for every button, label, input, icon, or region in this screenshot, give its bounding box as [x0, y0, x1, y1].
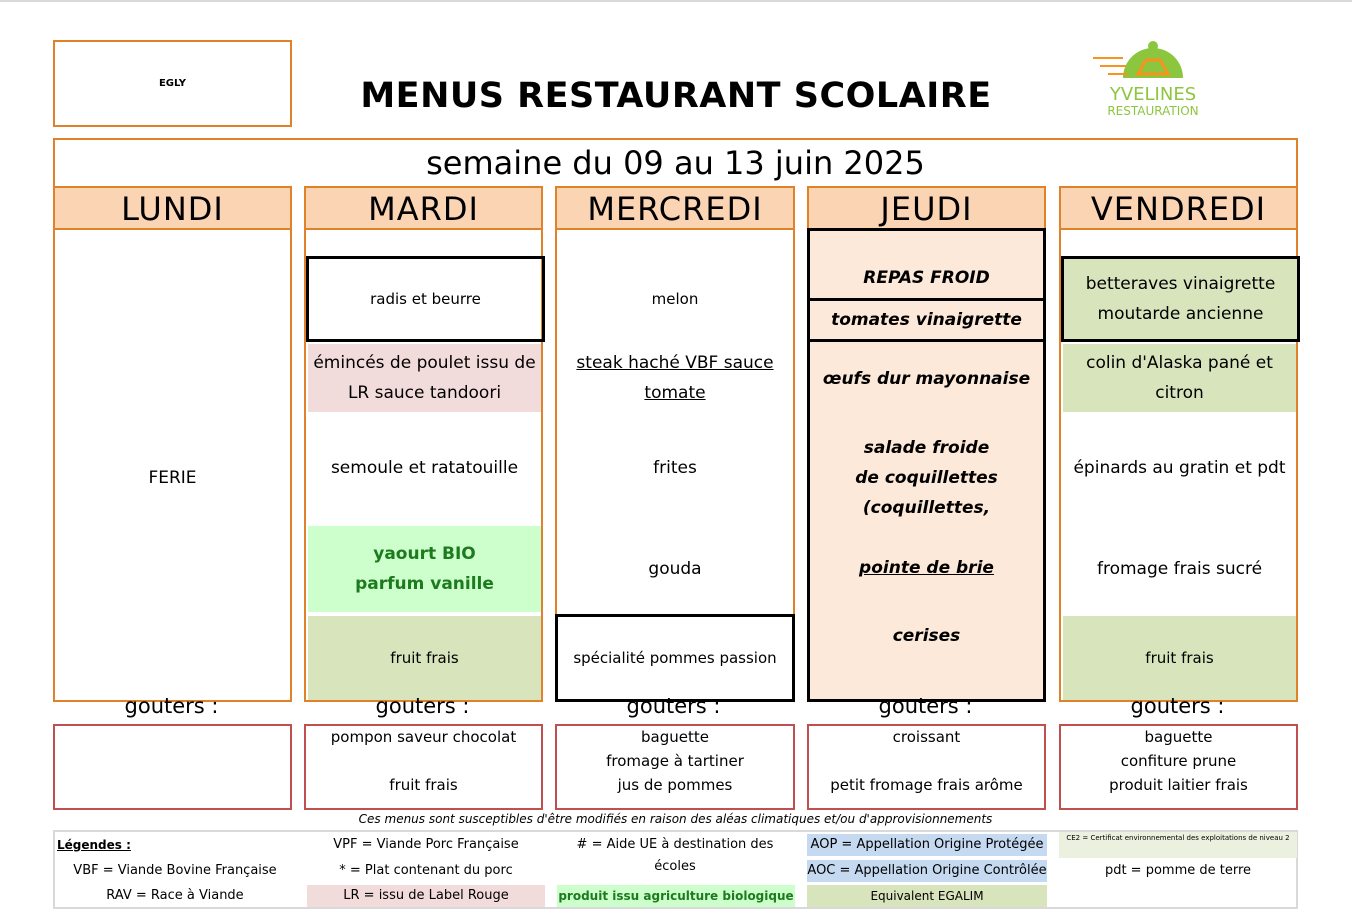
gouters-label-mardi: gouters :	[375, 694, 470, 718]
legend-rav: RAV = Race à Viande	[106, 888, 244, 903]
day-header-mercredi: MERCREDI	[555, 186, 795, 230]
mercredi-main: steak haché VBF sauce tomate	[576, 353, 774, 403]
jeudi-top-border	[807, 228, 1046, 231]
legend-label-rouge: LR = issu de Label Rouge	[307, 885, 545, 907]
week-title: semaine du 09 au 13 juin 2025	[53, 138, 1298, 186]
gouters-box-mercredi	[555, 724, 795, 810]
gouters-box-vendredi	[1059, 724, 1298, 810]
legend-pdt: pdt = pomme de terre	[1104, 863, 1252, 878]
gouter-item: baguette	[641, 728, 709, 746]
legend-egalim: Equivalent EGALIM	[807, 885, 1047, 907]
mercredi-starter: melon	[651, 290, 699, 308]
day-header-mardi: MARDI	[304, 186, 543, 230]
vendredi-dairy: fromage frais sucré	[1096, 559, 1263, 579]
day-header-lundi: LUNDI	[53, 186, 292, 230]
mardi-side: semoule et ratatouille	[330, 458, 519, 478]
mardi-dessert: fruit frais	[308, 616, 541, 700]
jeudi-side: salade froide de coquillettes (coquillettes,	[855, 438, 998, 518]
jeudi-label: REPAS FROID	[863, 268, 990, 288]
gouters-box-lundi	[53, 724, 292, 810]
legend-title: Légendes :	[57, 838, 131, 852]
vendredi-main: colin d'Alaska pané et citron	[1063, 344, 1296, 412]
gouter-item: confiture prune	[1120, 752, 1237, 770]
vendredi-dessert: fruit frais	[1063, 616, 1296, 700]
legend-box	[53, 830, 1298, 909]
vendredi-side: épinards au gratin et pdt	[1073, 458, 1286, 478]
vendredi-starter: betteraves vinaigrette moutarde ancienne	[1061, 256, 1300, 342]
legend-porc: * = Plat contenant du porc	[339, 863, 513, 878]
legend-vbf: VBF = Viande Bovine Française	[73, 863, 277, 878]
yvelines-restauration-logo	[1088, 36, 1218, 122]
gouter-item: pompon saveur chocolat	[330, 728, 517, 746]
ferie-label: FERIE	[148, 468, 197, 488]
day-header-vendredi: VENDREDI	[1059, 186, 1298, 230]
gouter-item: fromage à tartiner	[606, 752, 744, 770]
jeudi-main: œufs dur mayonnaise	[822, 369, 1031, 389]
legend-vpf: VPF = Viande Porc Française	[333, 837, 519, 852]
gouters-label-jeudi: gouters :	[878, 694, 973, 718]
logo-line1: YVELINES	[1109, 84, 1197, 105]
menu-column-jeudi	[807, 230, 1046, 702]
gouter-item: jus de pommes	[617, 776, 733, 794]
menu-column-vendredi	[1059, 230, 1298, 702]
gouter-item: petit fromage frais arôme	[830, 776, 1023, 794]
legend-aop: AOP = Appellation Origine Protégée	[807, 834, 1047, 856]
mercredi-dairy: gouda	[648, 559, 702, 579]
legend-aide-ue: # = Aide UE à destination des écoles	[576, 837, 774, 874]
legend-aoc: AOC = Appellation Origine Contrôlée	[807, 860, 1047, 882]
gouters-box-jeudi	[807, 724, 1046, 810]
mardi-starter: radis et beurre	[306, 256, 545, 342]
legend-bio: produit issu agriculture biologique	[557, 885, 795, 907]
mardi-main: émincés de poulet issu de LR sauce tandoori	[308, 344, 541, 412]
gouter-item: produit laitier frais	[1109, 776, 1248, 794]
gouters-label-vendredi: gouters :	[1130, 694, 1225, 718]
mardi-dairy: yaourt BIO parfum vanille	[308, 526, 541, 612]
menu-column-mercredi	[555, 230, 795, 702]
gouter-item: fruit frais	[389, 776, 458, 794]
jeudi-dairy: pointe de brie	[859, 558, 994, 578]
disclaimer-note: Ces menus sont susceptibles d'être modifiés en raison des aléas climatiques et/ou d'approvisionnements	[358, 812, 993, 826]
jeudi-starter: tomates vinaigrette	[807, 298, 1046, 342]
menu-column-mardi	[304, 230, 543, 702]
page-title: MENUS RESTAURANT SCOLAIRE	[360, 76, 992, 116]
gouter-item: baguette	[1144, 728, 1213, 746]
menu-column-lundi	[53, 230, 292, 702]
jeudi-dessert: cerises	[892, 626, 961, 646]
mercredi-dessert: spécialité pommes passion	[555, 614, 795, 702]
legend-ce2: CE2 = Certificat environnemental des exploitations de niveau 2	[1059, 832, 1297, 858]
gouter-item: croissant	[892, 728, 961, 746]
school-name-box	[53, 40, 292, 127]
day-header-jeudi: JEUDI	[807, 186, 1046, 230]
gouters-label-mercredi: gouters :	[626, 694, 721, 718]
school-name: EGLY	[158, 78, 187, 89]
gouters-box-mardi	[304, 724, 543, 810]
logo-line2: RESTAURATION	[1107, 104, 1199, 118]
mercredi-side: frites	[653, 458, 697, 478]
top-rule	[0, 0, 1352, 2]
gouters-label-lundi: gouters :	[124, 694, 219, 718]
